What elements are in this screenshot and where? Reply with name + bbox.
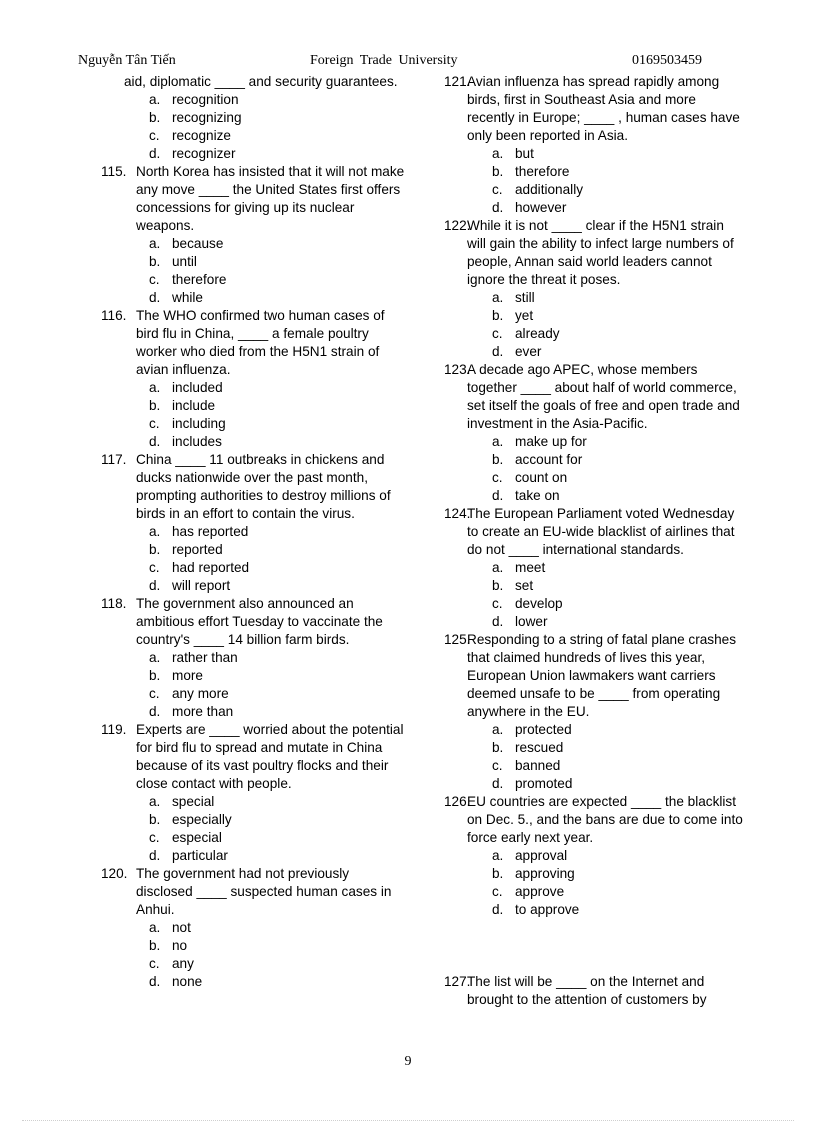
answer-option[interactable] xyxy=(101,937,406,955)
option-letter: c. xyxy=(492,470,503,485)
answer-option[interactable] xyxy=(444,433,744,451)
page-header xyxy=(78,53,702,71)
answer-option[interactable] xyxy=(101,667,406,685)
option-text: but xyxy=(515,146,534,161)
answer-options xyxy=(444,145,744,217)
answer-option[interactable] xyxy=(101,253,406,271)
option-letter: c. xyxy=(149,956,160,971)
question-115 xyxy=(101,163,406,307)
option-letter: b. xyxy=(492,164,504,179)
option-letter: a. xyxy=(149,650,161,665)
answer-option[interactable] xyxy=(101,829,406,847)
question-number: 125. xyxy=(444,632,471,647)
option-letter: b. xyxy=(149,542,161,557)
option-letter: c. xyxy=(492,182,503,197)
answer-option[interactable] xyxy=(101,559,406,577)
option-letter: a. xyxy=(149,92,161,107)
answer-option[interactable] xyxy=(444,901,744,919)
option-text: none xyxy=(172,974,203,989)
answer-option[interactable] xyxy=(101,127,406,145)
question-stem: Responding to a string of fatal plane crashes that claimed hundreds of lives this year, European Union lawmakers want carriers deemed unsafe to be ____ from operating anywhere in the EU. xyxy=(467,632,737,719)
page-bottom-rule xyxy=(22,1120,794,1121)
answer-option[interactable] xyxy=(101,109,406,127)
answer-option[interactable] xyxy=(444,757,744,775)
question-stem: The government also announced an ambitious effort Tuesday to vaccinate the country's ____ 14 billion farm birds. xyxy=(136,596,383,647)
option-text: recognizing xyxy=(172,110,242,125)
question-number: 119. xyxy=(101,722,127,737)
option-text: because xyxy=(172,236,224,251)
option-text: rescued xyxy=(515,740,564,755)
answer-options xyxy=(101,919,406,991)
answer-option[interactable] xyxy=(444,595,744,613)
header-school: Foreign Trade University xyxy=(310,53,458,68)
option-text: set xyxy=(515,578,534,593)
option-letter: a. xyxy=(149,524,161,539)
question-number: 116. xyxy=(101,308,127,323)
question-126 xyxy=(444,793,744,919)
option-letter: d. xyxy=(149,146,161,161)
question-124 xyxy=(444,505,744,631)
option-text: had reported xyxy=(172,560,250,575)
answer-option[interactable] xyxy=(444,613,744,631)
option-text: will report xyxy=(172,578,231,593)
option-text: no xyxy=(172,938,188,953)
option-text: rather than xyxy=(172,650,238,665)
answer-option[interactable] xyxy=(101,289,406,307)
question-number: 123. xyxy=(444,362,471,377)
option-text: while xyxy=(172,290,203,305)
answer-option[interactable] xyxy=(444,451,744,469)
option-letter: d. xyxy=(492,776,504,791)
header-phone: 0169503459 xyxy=(632,53,702,68)
option-letter: d. xyxy=(492,200,504,215)
answer-option[interactable] xyxy=(101,91,406,109)
option-text: recognition xyxy=(172,92,239,107)
option-text: therefore xyxy=(515,164,570,179)
option-letter: a. xyxy=(492,146,504,161)
option-letter: b. xyxy=(149,110,161,125)
option-text: approval xyxy=(515,848,568,863)
answer-option[interactable] xyxy=(101,847,406,865)
question-stem: While it is not ____ clear if the H5N1 strain will gain the ability to infect large numbers of people, Annan said world leaders cannot ignore the threat it poses. xyxy=(467,218,734,287)
answer-option[interactable] xyxy=(444,199,744,217)
option-letter: d. xyxy=(492,344,504,359)
option-letter: d. xyxy=(149,434,161,449)
option-letter: a. xyxy=(492,290,504,305)
option-text: any more xyxy=(172,686,229,701)
option-letter: d. xyxy=(149,578,161,593)
answer-options xyxy=(101,523,406,595)
column-spacer xyxy=(444,919,744,973)
option-letter: c. xyxy=(149,560,160,575)
answer-option[interactable] xyxy=(101,145,406,163)
option-letter: b. xyxy=(492,740,504,755)
option-letter: b. xyxy=(492,308,504,323)
header-author: Nguyễn Tân Tiến xyxy=(78,53,176,68)
answer-option[interactable] xyxy=(444,883,744,901)
answer-option[interactable] xyxy=(101,433,406,451)
option-text: promoted xyxy=(515,776,573,791)
answer-option[interactable] xyxy=(101,235,406,253)
answer-option[interactable] xyxy=(444,559,744,577)
question-stem: The government had not previously disclosed ____ suspected human cases in Anhui. xyxy=(136,866,392,917)
option-text: approve xyxy=(515,884,565,899)
answer-option[interactable] xyxy=(101,703,406,721)
option-text: lower xyxy=(515,614,548,629)
question-number: 115. xyxy=(101,164,127,179)
page-number: 9 xyxy=(404,1054,412,1069)
option-text: additionally xyxy=(515,182,584,197)
question-number: 118. xyxy=(101,596,127,611)
option-letter: d. xyxy=(492,614,504,629)
question-120 xyxy=(101,865,406,991)
option-text: count on xyxy=(515,470,568,485)
answer-option[interactable] xyxy=(101,415,406,433)
question-number: 117. xyxy=(101,452,127,467)
option-text: more than xyxy=(172,704,234,719)
answer-options xyxy=(101,379,406,451)
option-text: take on xyxy=(515,488,560,503)
answer-option[interactable] xyxy=(101,649,406,667)
question-stem: Avian influenza has spread rapidly among birds, first in Southeast Asia and more recently in Europe; ____ , human cases have only been reported in Asia. xyxy=(467,74,740,143)
answer-option[interactable] xyxy=(101,523,406,541)
option-letter: d. xyxy=(492,902,504,917)
option-text: reported xyxy=(172,542,223,557)
answer-option[interactable] xyxy=(101,271,406,289)
option-letter: b. xyxy=(492,866,504,881)
answer-option[interactable] xyxy=(444,577,744,595)
option-text: until xyxy=(172,254,197,269)
option-letter: a. xyxy=(149,380,161,395)
answer-option[interactable] xyxy=(101,379,406,397)
left-column xyxy=(101,73,406,991)
question-number: 122. xyxy=(444,218,471,233)
right-column xyxy=(444,73,744,1009)
answer-options xyxy=(444,433,744,505)
option-text: especially xyxy=(172,812,232,827)
question-125 xyxy=(444,631,744,793)
question-118 xyxy=(101,595,406,721)
option-text: has reported xyxy=(172,524,249,539)
option-letter: a. xyxy=(149,920,161,935)
answer-option[interactable] xyxy=(444,775,744,793)
option-letter: b. xyxy=(149,812,161,827)
question-stem: EU countries are expected ____ the blacklist on Dec. 5., and the bans are due to come into force early next year. xyxy=(467,794,743,845)
option-text: banned xyxy=(515,758,561,773)
option-letter: d. xyxy=(149,848,161,863)
answer-option[interactable] xyxy=(101,973,406,991)
option-text: especial xyxy=(172,830,222,845)
answer-options xyxy=(444,559,744,631)
question-number: 120. xyxy=(101,866,128,881)
question-122 xyxy=(444,217,744,361)
option-text: account for xyxy=(515,452,583,467)
option-text: recognize xyxy=(172,128,231,143)
option-letter: c. xyxy=(492,326,503,341)
answer-option[interactable] xyxy=(101,955,406,973)
answer-option[interactable] xyxy=(444,847,744,865)
option-letter: c. xyxy=(149,272,160,287)
option-letter: c. xyxy=(492,758,503,773)
option-text: to approve xyxy=(515,902,580,917)
option-letter: d. xyxy=(149,704,161,719)
option-letter: a. xyxy=(149,794,161,809)
option-text: includes xyxy=(172,434,222,449)
question-121 xyxy=(444,73,744,217)
option-text: therefore xyxy=(172,272,227,287)
option-text: including xyxy=(172,416,226,431)
question-number: 126. xyxy=(444,794,471,809)
option-text: yet xyxy=(515,308,534,323)
option-letter: c. xyxy=(492,596,503,611)
question-stem: China ____ 11 outbreaks in chickens and ducks nationwide over the past month, prompting authorities to destroy millions of birds in an effort to contain the virus. xyxy=(136,452,391,521)
option-letter: b. xyxy=(149,938,161,953)
option-letter: a. xyxy=(492,848,504,863)
answer-options xyxy=(444,721,744,793)
question-116 xyxy=(101,307,406,451)
option-text: meet xyxy=(515,560,546,575)
option-text: particular xyxy=(172,848,228,863)
option-letter: d. xyxy=(149,290,161,305)
answer-option[interactable] xyxy=(101,685,406,703)
option-letter: a. xyxy=(492,560,504,575)
answer-option[interactable] xyxy=(444,181,744,199)
answer-option[interactable] xyxy=(101,577,406,595)
answer-options xyxy=(101,235,406,307)
question-119 xyxy=(101,721,406,865)
option-text: include xyxy=(172,398,216,413)
option-text: recognizer xyxy=(172,146,236,161)
answer-option[interactable] xyxy=(101,811,406,829)
option-letter: b. xyxy=(149,668,161,683)
answer-option[interactable] xyxy=(444,145,744,163)
answer-option[interactable] xyxy=(444,307,744,325)
answer-option[interactable] xyxy=(444,289,744,307)
option-letter: d. xyxy=(149,974,161,989)
answer-option[interactable] xyxy=(444,163,744,181)
question-123 xyxy=(444,361,744,505)
option-letter: a. xyxy=(492,722,504,737)
question-stem: Experts are ____ worried about the potential for bird flu to spread and mutate in China because of its vast poultry flocks and their close contact with people. xyxy=(136,722,404,791)
answer-options xyxy=(444,847,744,919)
option-text: included xyxy=(172,380,223,395)
option-letter: c. xyxy=(149,830,160,845)
option-letter: c. xyxy=(149,128,160,143)
option-text: more xyxy=(172,668,203,683)
option-letter: a. xyxy=(149,236,161,251)
question-stem: North Korea has insisted that it will not make any move ____ the United States first offers concessions for giving up its nuclear weapons. xyxy=(136,164,405,233)
answer-option[interactable] xyxy=(444,865,744,883)
answer-option[interactable] xyxy=(444,325,744,343)
answer-option[interactable] xyxy=(101,397,406,415)
option-text: develop xyxy=(515,596,563,611)
option-letter: b. xyxy=(149,398,161,413)
option-text: already xyxy=(515,326,560,341)
answer-option[interactable] xyxy=(444,469,744,487)
option-letter: d. xyxy=(492,488,504,503)
option-letter: b. xyxy=(492,452,504,467)
option-text: not xyxy=(172,920,191,935)
answer-option[interactable] xyxy=(444,721,744,739)
answer-option[interactable] xyxy=(444,739,744,757)
option-text: still xyxy=(515,290,535,305)
question-117 xyxy=(101,451,406,595)
option-text: however xyxy=(515,200,567,215)
question-stem: The WHO confirmed two human cases of bird flu in China, ____ a female poultry worker who died from the H5N1 strain of avian influenza. xyxy=(136,308,385,377)
option-text: ever xyxy=(515,344,542,359)
question-114-continued xyxy=(101,73,406,163)
question-127 xyxy=(444,973,744,1009)
answer-option[interactable] xyxy=(101,919,406,937)
question-stem: The European Parliament voted Wednesday to create an EU-wide blacklist of airlines that do not ____ international standards. xyxy=(467,506,735,557)
question-number: 127. xyxy=(444,974,471,989)
answer-options xyxy=(444,289,744,361)
option-text: approving xyxy=(515,866,575,881)
option-text: protected xyxy=(515,722,572,737)
question-stem: aid, diplomatic ____ and security guarantees. xyxy=(124,74,398,89)
option-letter: c. xyxy=(149,686,160,701)
option-letter: c. xyxy=(149,416,160,431)
option-text: any xyxy=(172,956,194,971)
answer-option[interactable] xyxy=(444,487,744,505)
answer-options xyxy=(101,91,406,163)
option-letter: c. xyxy=(492,884,503,899)
answer-option[interactable] xyxy=(101,541,406,559)
question-number: 124. xyxy=(444,506,471,521)
option-text: make up for xyxy=(515,434,587,449)
question-stem: A decade ago APEC, whose members together ____ about half of world commerce, set itself the goals of free and open trade and investment in the Asia-Pacific. xyxy=(467,362,740,431)
question-stem: The list will be ____ on the Internet and brought to the attention of customers by xyxy=(467,974,707,1007)
option-letter: b. xyxy=(492,578,504,593)
answer-options xyxy=(101,793,406,865)
option-text: special xyxy=(172,794,215,809)
answer-option[interactable] xyxy=(101,793,406,811)
option-letter: a. xyxy=(492,434,504,449)
answer-option[interactable] xyxy=(444,343,744,361)
question-number: 121. xyxy=(444,74,471,89)
option-letter: b. xyxy=(149,254,161,269)
answer-options xyxy=(101,649,406,721)
